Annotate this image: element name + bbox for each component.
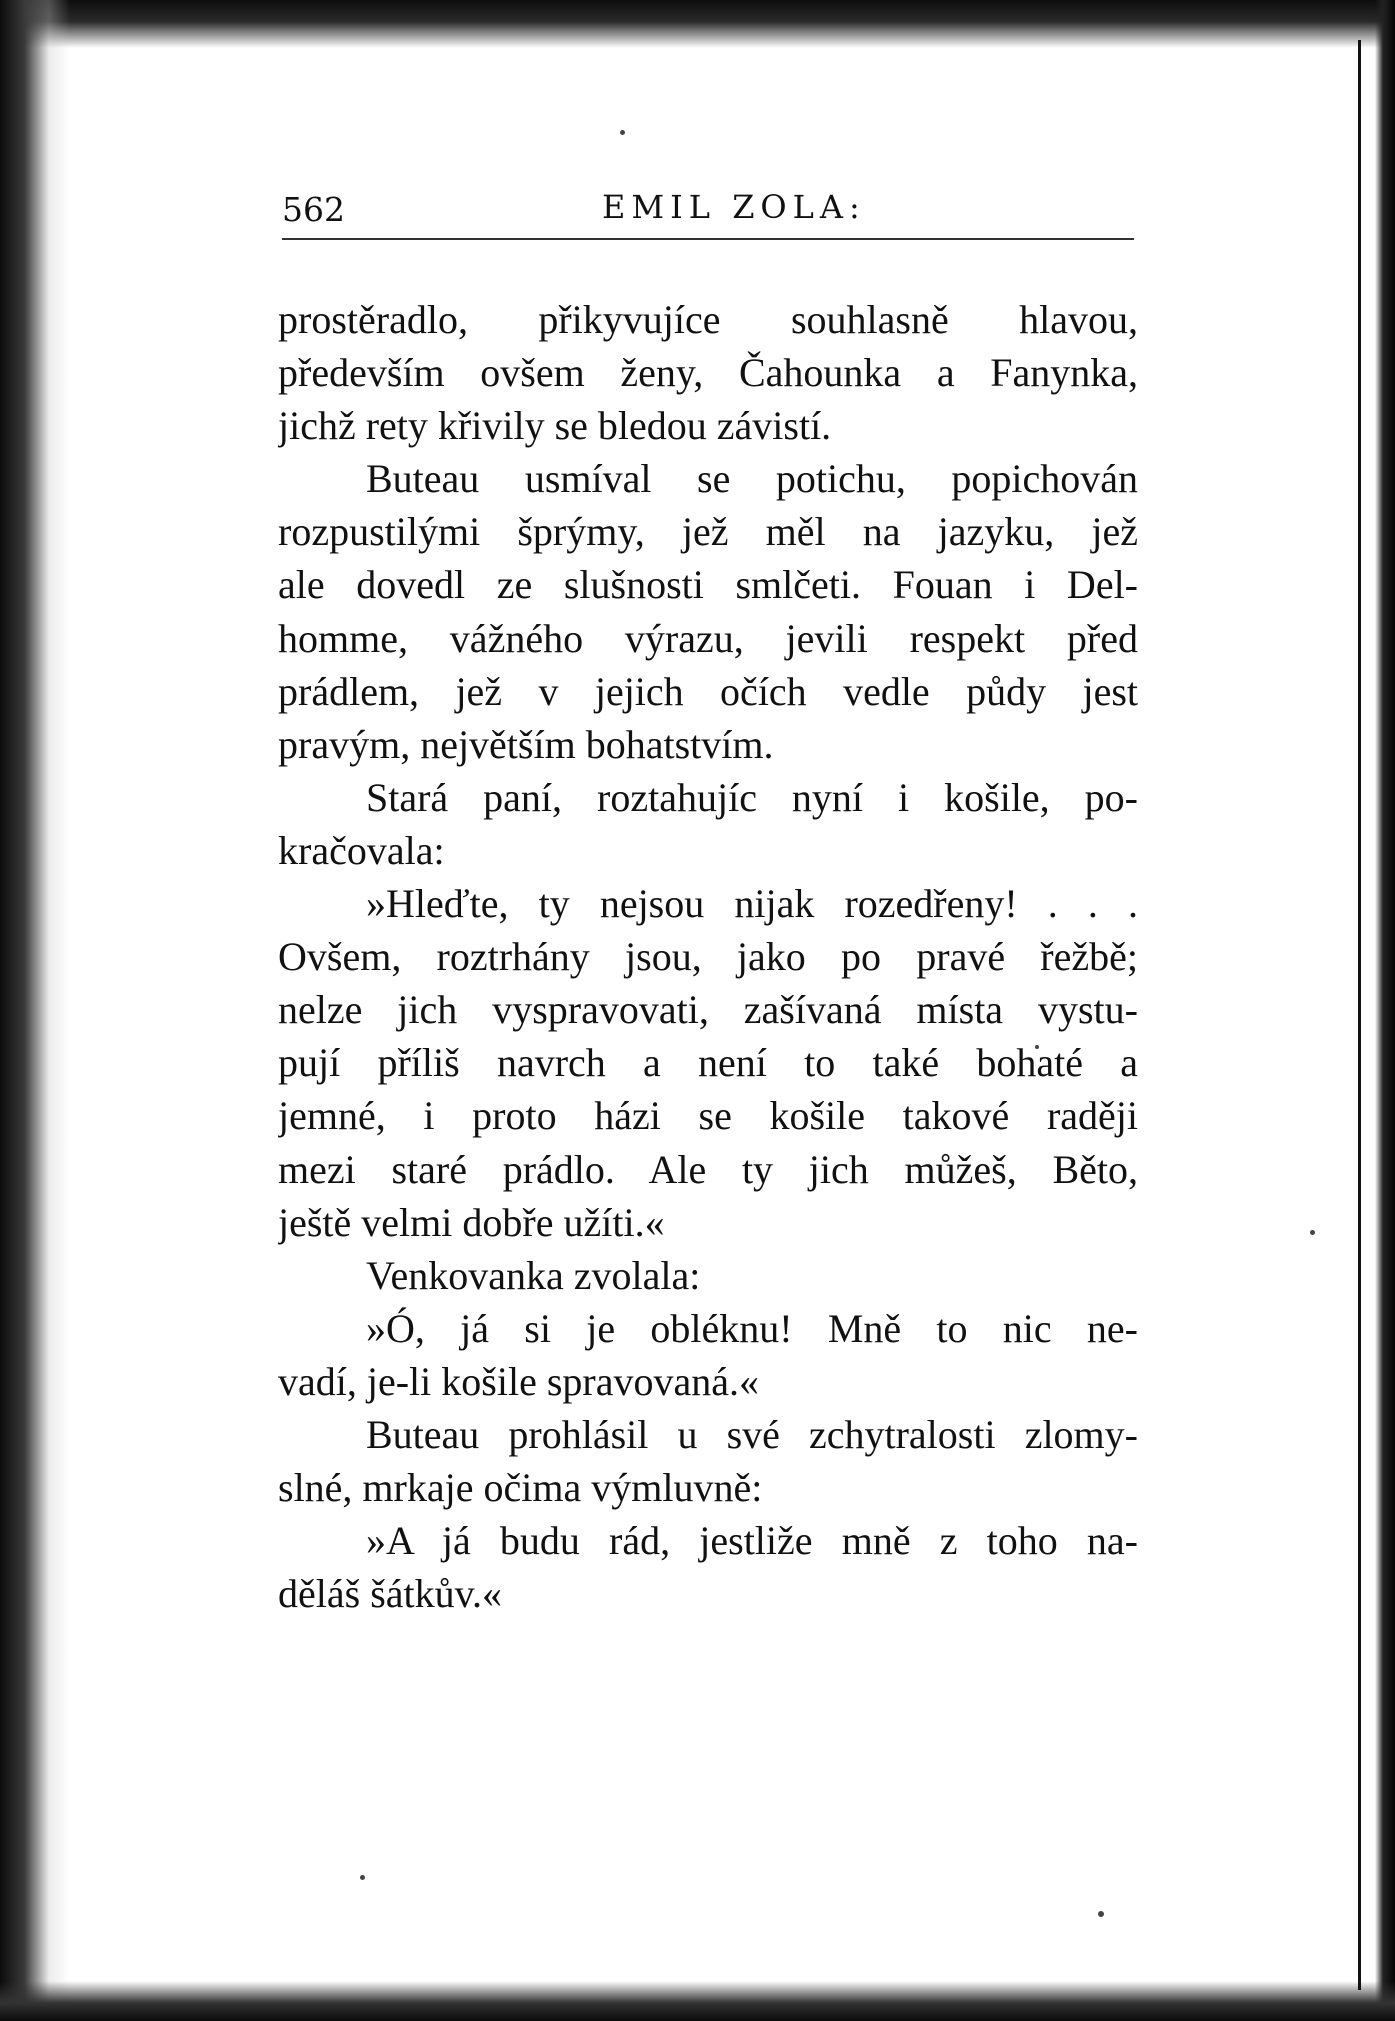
text-line: »Hleďte, ty nejsou nijak rozedřeny! . . .: [366, 881, 1138, 927]
text-line: pují příliš navrch a není to také bohaté a: [278, 1040, 1138, 1086]
page-header: [282, 180, 1134, 240]
text-line: jichž rety křivily se bledou závistí.: [278, 403, 832, 449]
text-line: nelze jich vyspravovati, zašívaná místa vystu-: [278, 987, 1138, 1033]
text-line: kračovala:: [278, 827, 445, 873]
scan-speck: [1310, 1230, 1315, 1235]
scan-border-right: [1375, 0, 1395, 2021]
text-line: Buteau usmíval se potichu, popichován: [366, 456, 1138, 502]
text-line: prostěradlo, přikyvujíce souhlasně hlavou,: [278, 297, 1138, 342]
text-line: Ovšem, roztrhány jsou, jako po pravé řežbě;: [278, 934, 1138, 980]
header-rule: [282, 238, 1134, 240]
text-line: vadí, je-li košile spravovaná.«: [278, 1358, 759, 1404]
text-line: především ovšem ženy, Čahounka a Fanynka,: [278, 350, 1138, 396]
scan-border-left: [0, 0, 70, 2021]
scan-border-bottom: [0, 1981, 1395, 2021]
text-line: jemné, i proto házi se košile takové raději: [278, 1093, 1138, 1139]
scan-speck: [620, 130, 625, 135]
scan-speck: [360, 1875, 365, 1880]
text-line: ještě velmi dobře užíti.«: [278, 1199, 665, 1245]
text-line: homme, vážného výrazu, jevili respekt před: [278, 615, 1138, 661]
text-line: Stará paní, roztahujíc nyní i košile, po-: [366, 774, 1138, 820]
running-title: EMIL ZOLA:: [602, 188, 866, 226]
text-line: slné, mrkaje očima výmluvně:: [278, 1465, 763, 1511]
body-text: [278, 293, 1138, 1620]
text-line: pravým, největším bohatstvím.: [278, 721, 774, 767]
scan-speck: [1098, 1911, 1104, 1917]
page-edge-rule: [1358, 40, 1361, 1990]
text-line: »Ó, já si je obléknu! Mně to nic ne-: [366, 1305, 1138, 1351]
text-line: rozpustilými šprýmy, jež měl na jazyku, jež: [278, 509, 1138, 555]
text-line: prádlem, jež v jejich očích vedle půdy jest: [278, 668, 1138, 714]
text-line: děláš šátkův.«: [278, 1571, 503, 1617]
text-line: »A já budu rád, jestliže mně z toho na-: [366, 1518, 1138, 1564]
scan-border-top: [0, 0, 1395, 48]
page-number: 562: [282, 190, 345, 229]
text-line: ale dovedl ze slušnosti smlčeti. Fouan i Del-: [278, 562, 1138, 608]
text-line: mezi staré prádlo. Ale ty jich můžeš, Běto,: [278, 1146, 1138, 1192]
text-line: Venkovanka zvolala:: [366, 1252, 701, 1298]
text-line: Buteau prohlásil u své zchytralosti zlomy-: [366, 1411, 1138, 1457]
